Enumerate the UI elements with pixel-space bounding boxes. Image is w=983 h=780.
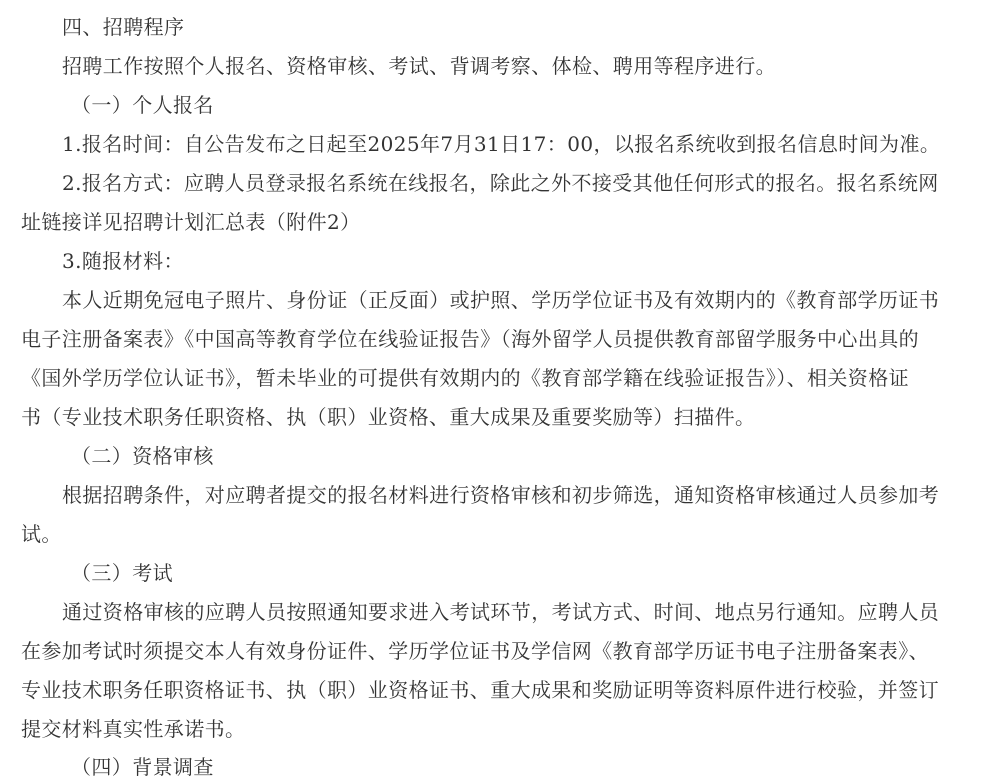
materials-heading: 3.随报材料： [62,249,184,273]
exam-para-line3: 专业技术职务任职资格证书、执（职）业资格证书、重大成果和奖励证明等资料原件进行校验，并签订 [21,678,939,702]
review-para-line2: 试。 [21,522,62,546]
materials-line3: 《国外学历学位认证书》，暂未毕业的可提供有效期内的《教育部学籍在线验证报告》）、相关资格证 [21,366,909,390]
exam-para-line2: 在参加考试时须提交本人有效身份证件、学历学位证书及学信网《教育部学历证书电子注册备案表》、 [21,639,929,663]
clipped-next-heading-container [0,748,983,779]
materials-line1: 本人近期免冠电子照片、身份证（正反面）或护照、学历学位证书及有效期内的《教育部学历证书 [62,288,940,312]
section-intro: 招聘工作按照个人报名、资格审核、考试、背调考察、体检、聘用等程序进行。 [62,54,776,78]
materials-line4: 书（专业技术职务任职资格、执（职）业资格、重大成果及重要奖励等）扫描件。 [21,405,756,429]
section-heading: 四、招聘程序 [62,15,185,39]
review-para-line1: 根据招聘条件，对应聘者提交的报名材料进行资格审核和初步筛选，通知资格审核通过人员参加考 [62,483,940,507]
subsection-heading-background-check: （四）背景调查 [71,755,214,779]
registration-method-line2: 址链接详见招聘计划汇总表（附件2） [21,210,361,234]
materials-line2: 电子注册备案表》《中国高等教育学位在线验证报告》（海外留学人员提供教育部留学服务中心出具的 [21,327,919,351]
subsection-heading-registration: （一）个人报名 [71,93,214,117]
exam-para-line4: 提交材料真实性承诺书。 [21,717,246,741]
subsection-heading-exam: （三）考试 [71,561,173,585]
registration-time: 1.报名时间：自公告发布之日起至2025年7月31日17：00，以报名系统收到报名信息时间为准。 [62,132,941,156]
registration-method-line1: 2.报名方式：应聘人员登录报名系统在线报名，除此之外不接受其他任何形式的报名。报名系统网 [62,171,939,195]
subsection-heading-review: （二）资格审核 [71,444,214,468]
exam-para-line1: 通过资格审核的应聘人员按照通知要求进入考试环节，考试方式、时间、地点另行通知。应聘人员 [62,600,940,624]
